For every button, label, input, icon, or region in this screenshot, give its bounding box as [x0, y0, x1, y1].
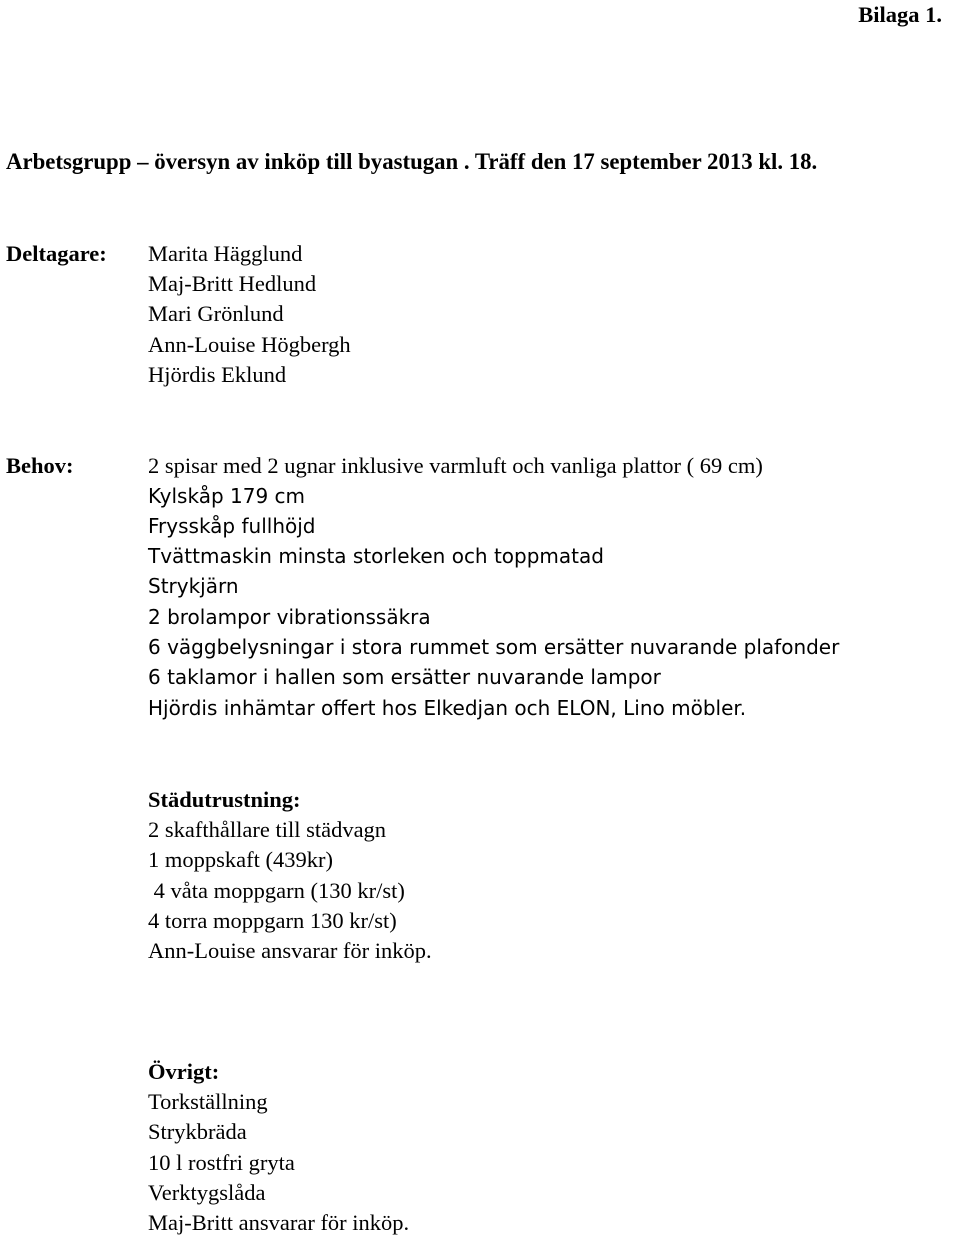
needs-item: 6 taklamor i hallen som ersätter nuvarande lampor	[148, 665, 661, 689]
needs-item: 2 spisar med 2 ugnar inklusive varmluft och vanliga plattor ( 69 cm)	[148, 453, 763, 478]
needs-item: Tvättmaskin minsta storleken och toppmatad	[148, 544, 604, 568]
other-item: Strykbräda	[148, 1119, 247, 1144]
cleaning-item: 1 moppskaft (439kr)	[148, 847, 333, 872]
needs-item: 2 brolampor vibrationssäkra	[148, 605, 431, 629]
cleaning-item: 2 skafthållare till städvagn	[148, 817, 387, 842]
cleaning-item: 4 våta moppgarn (130 kr/st)	[148, 878, 405, 903]
participant-name: Mari Grönlund	[148, 301, 284, 326]
needs-item: Strykjärn	[148, 574, 239, 598]
other-item: Verktygslåda	[148, 1180, 266, 1205]
other-title: Övrigt:	[148, 1059, 220, 1084]
annex-label: Bilaga 1.	[858, 2, 942, 27]
participant-name: Hjördis Eklund	[148, 362, 287, 387]
needs-item: Hjördis inhämtar offert hos Elkedjan och ELON, Lino möbler.	[148, 696, 747, 720]
cleaning-title: Städutrustning:	[148, 787, 301, 812]
needs-label: Behov:	[6, 453, 74, 478]
needs-item: 6 väggbelysningar i stora rummet som ersätter nuvarande plafonder	[148, 635, 840, 659]
cleaning-item: 4 torra moppgarn 130 kr/st)	[148, 908, 397, 933]
participant-name: Maj-Britt Hedlund	[148, 271, 317, 296]
other-item: 10 l rostfri gryta	[148, 1150, 295, 1175]
needs-item: Kylskåp 179 cm	[148, 484, 306, 508]
other-item: Torkställning	[148, 1089, 268, 1114]
participants-label: Deltagare:	[6, 241, 107, 266]
document-heading: Arbetsgrupp – översyn av inköp till byastugan . Träff den 17 september 2013 kl. 18.	[6, 149, 818, 174]
cleaning-item: Ann-Louise ansvarar för inköp.	[148, 938, 432, 963]
other-item: Maj-Britt ansvarar för inköp.	[148, 1210, 410, 1235]
needs-item: Frysskåp fullhöjd	[148, 514, 316, 538]
participant-name: Ann-Louise Högbergh	[148, 332, 351, 357]
participant-name: Marita Hägglund	[148, 241, 303, 266]
